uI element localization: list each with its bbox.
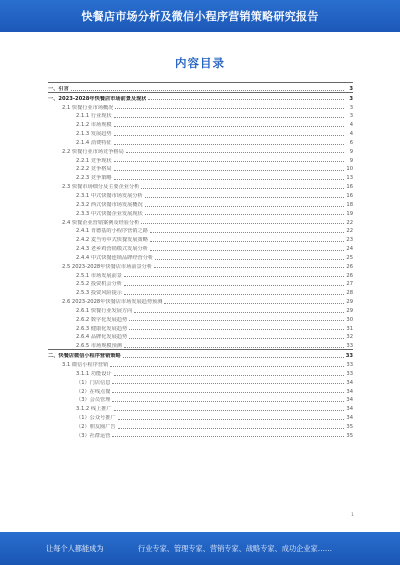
table-of-contents [48, 82, 353, 439]
toc-entry-page: 3 [349, 113, 353, 120]
toc-entry[interactable] [48, 243, 353, 252]
toc-entry-page: 29 [346, 299, 353, 306]
toc-entry-title: 3.1 微信小程序营销 [62, 362, 109, 368]
dot-leader [112, 392, 344, 393]
toc-entry[interactable] [48, 119, 353, 128]
footer-slogan: 让每个人都能成为 [46, 543, 104, 553]
toc-entry-title: （1）公众号推广 [76, 415, 116, 422]
toc-entry-title: 2.1 快餐行业市场概况 [62, 104, 114, 111]
dot-leader [71, 90, 344, 91]
dot-leader [124, 285, 344, 286]
toc-entry-title: 2.3.3 中式快餐企业发展现状 [76, 210, 143, 217]
toc-entry[interactable] [48, 270, 353, 279]
toc-entry[interactable] [48, 305, 353, 314]
toc-entry[interactable] [48, 287, 353, 296]
page-number: 1 [351, 513, 354, 518]
toc-entry[interactable] [48, 332, 353, 341]
dot-leader [114, 179, 344, 180]
toc-entry[interactable] [48, 190, 353, 199]
toc-entry-title: （1）门店信息 [76, 379, 111, 386]
toc-entry-title: 2.2 快餐行业市场竞争格局 [62, 148, 124, 155]
toc-entry-title: 一、引言 [48, 85, 69, 92]
dot-leader [164, 303, 344, 304]
dot-leader [114, 170, 344, 171]
toc-entry-title: （2）在线点餐 [76, 388, 111, 395]
toc-entry[interactable] [48, 296, 353, 305]
toc-entry-page: 34 [346, 397, 353, 404]
toc-entry-page: 13 [346, 175, 353, 182]
toc-heading: 内容目录 [175, 56, 225, 70]
toc-entry-page: 25 [346, 254, 353, 261]
toc-entry[interactable] [48, 421, 353, 430]
toc-entry-page: 26 [346, 263, 353, 270]
toc-entry-page: 9 [349, 148, 353, 155]
dot-leader [129, 338, 344, 339]
dot-leader [145, 206, 344, 207]
toc-entry-title: 2.6.2 数字化发展趋势 [76, 316, 128, 323]
toc-entry-title: （3）社群运营 [76, 432, 111, 439]
toc-entry-title: 二、快餐店微信小程序营销策略 [48, 353, 121, 360]
toc-entry[interactable] [48, 279, 353, 288]
dot-leader [114, 135, 344, 136]
footer-roles: 行业专家、管理专家、营销专家、战略专家、成功企业家…… [138, 543, 333, 553]
toc-entry[interactable] [48, 208, 353, 217]
toc-entry[interactable] [48, 128, 353, 137]
toc-entry-page: 6 [349, 139, 353, 146]
toc-entry[interactable] [48, 199, 353, 208]
toc-entry-page: 35 [346, 432, 353, 439]
dot-leader [123, 357, 344, 358]
toc-entry-title: 2.1.3 发展趋势 [76, 131, 112, 138]
header-banner [0, 0, 400, 32]
toc-entry[interactable] [48, 234, 353, 243]
toc-entry-page: 34 [346, 379, 353, 386]
toc-entry-title: 2.5 2023-2028年快餐店市场前景分析 [62, 263, 153, 270]
toc-entry[interactable] [48, 217, 353, 226]
toc-entry-page: 33 [345, 353, 353, 360]
footer-banner [0, 532, 400, 565]
toc-entry-title: 2.2.1 竞争现状 [76, 157, 112, 164]
toc-entry-title: 2.4.1 肯德基的小程序营销之路 [76, 228, 148, 235]
toc-entry[interactable] [48, 395, 353, 404]
toc-entry[interactable] [48, 252, 353, 261]
toc-entry-title: 2.1.2 市场规模 [76, 122, 112, 129]
toc-entry[interactable] [48, 164, 353, 173]
toc-entry[interactable] [48, 377, 353, 386]
toc-entry[interactable] [48, 386, 353, 395]
dot-leader [124, 276, 344, 277]
toc-entry[interactable] [48, 368, 353, 377]
toc-entry-title: 2.6.4 品牌化发展趋势 [76, 334, 128, 341]
toc-entry-title: 2.4 快餐企业营销案例及经验分析 [62, 219, 140, 226]
toc-entry-title: 3.1.1 功能设计 [76, 370, 112, 377]
toc-entry-title: 2.6 2023-2028年快餐店市场发展趋势预测 [62, 299, 163, 306]
dot-leader [114, 144, 344, 145]
toc-entry-title: 2.4.4 中式快餐连锁品牌经营分析 [76, 254, 154, 261]
toc-entry-title: 2.5.2 投资机会分析 [76, 281, 122, 288]
dot-leader [118, 428, 344, 429]
dot-leader [112, 383, 344, 384]
dot-leader [114, 126, 344, 127]
toc-entry-page: 31 [346, 325, 353, 332]
toc-entry-page: 10 [346, 166, 353, 173]
toc-entry[interactable] [48, 323, 353, 332]
toc-entry-title: 2.4.3 老乡鸡营销模式发展分析 [76, 246, 148, 253]
toc-entry[interactable] [48, 430, 353, 439]
toc-entry-page: 26 [346, 272, 353, 279]
toc-entry-page: 34 [346, 388, 353, 395]
toc-entry-page: 18 [346, 201, 353, 208]
toc-entry-page: 29 [346, 307, 353, 314]
dot-leader [141, 223, 344, 224]
toc-entry[interactable] [48, 261, 353, 270]
dot-leader [141, 188, 344, 189]
dot-leader [126, 152, 344, 153]
toc-entry[interactable] [48, 349, 353, 359]
toc-entry[interactable] [48, 226, 353, 235]
toc-entry-title: 2.6.5 市场规模预测 [76, 343, 122, 350]
dot-leader [154, 267, 344, 268]
dot-leader [114, 161, 344, 162]
dot-leader [129, 329, 344, 330]
toc-entry-page: 19 [346, 210, 353, 217]
toc-entry-page: 33 [346, 343, 353, 350]
dot-leader [124, 294, 344, 295]
toc-entry[interactable] [48, 412, 353, 421]
dot-leader [114, 117, 344, 118]
toc-entry-title: 2.3.1 中式快餐市场发展分析 [76, 192, 143, 199]
toc-entry[interactable] [48, 137, 353, 146]
toc-entry[interactable] [48, 359, 353, 368]
dot-leader [150, 250, 344, 251]
dot-leader [134, 312, 344, 313]
toc-entry-page: 32 [346, 334, 353, 341]
dot-leader [114, 410, 344, 411]
toc-entry-page: 34 [346, 415, 353, 422]
toc-entry-title: （2）朋友圈广告 [76, 423, 116, 430]
toc-entry-title: 2.2.2 竞争格局 [76, 166, 112, 173]
toc-entry-page: 16 [346, 192, 353, 199]
toc-entry[interactable] [48, 155, 353, 164]
dot-leader [112, 436, 344, 437]
toc-entry-title: 2.3.2 西式快餐市场发展概况 [76, 201, 143, 208]
toc-entry-page: 9 [349, 157, 353, 164]
dot-leader [129, 320, 344, 321]
toc-entry[interactable] [48, 340, 353, 349]
toc-entry-page: 23 [346, 237, 353, 244]
toc-entry-title: 一、2023-2028年快餐店市场前景及现状 [48, 95, 147, 102]
toc-entry-title: 2.3 快餐市场细分及主要企业分析 [62, 184, 140, 191]
toc-entry-title: 2.4.2 麦当劳中式快餐发展策略 [76, 237, 148, 244]
toc-entry-title: 2.5.1 市场发展前景 [76, 272, 122, 279]
toc-entry-page: 3 [349, 95, 353, 102]
dot-leader [112, 401, 344, 402]
toc-entry[interactable] [48, 82, 353, 92]
dot-leader [110, 366, 344, 367]
dot-leader [124, 347, 344, 348]
toc-entry[interactable] [48, 92, 353, 102]
toc-entry[interactable] [48, 111, 353, 120]
dot-leader [145, 214, 344, 215]
toc-entry-page: 3 [349, 104, 353, 111]
toc-entry[interactable] [48, 102, 353, 111]
toc-entry-title: 2.5.3 投资风险提示 [76, 290, 122, 297]
toc-entry-page: 24 [346, 246, 353, 253]
dot-leader [145, 197, 344, 198]
toc-entry-page: 28 [346, 290, 353, 297]
toc-entry-page: 27 [346, 281, 353, 288]
toc-entry-page: 35 [346, 423, 353, 430]
toc-entry-title: 2.6.3 健康化发展趋势 [76, 325, 128, 332]
report-title: 快餐店市场分析及微信小程序营销策略研究报告 [81, 10, 319, 23]
toc-entry[interactable] [48, 181, 353, 190]
toc-entry[interactable] [48, 172, 353, 181]
toc-entry-page: 30 [346, 316, 353, 323]
toc-entry-page: 4 [349, 122, 353, 129]
toc-entry-title: 2.1.1 行业现状 [76, 113, 112, 120]
toc-entry[interactable] [48, 403, 353, 412]
dot-leader [118, 419, 344, 420]
toc-entry-page: 16 [346, 184, 353, 191]
dot-leader [148, 99, 344, 100]
toc-entry-title: 2.1.4 消费特征 [76, 139, 112, 146]
toc-entry-title: 3.1.2 线上推广 [76, 406, 112, 413]
dot-leader [150, 241, 344, 242]
toc-entry-page: 34 [346, 406, 353, 413]
toc-entry-title: 2.6.1 快餐行业发展方向 [76, 307, 133, 314]
toc-entry[interactable] [48, 146, 353, 155]
dot-leader [115, 108, 344, 109]
toc-entry-page: 33 [346, 362, 353, 368]
dot-leader [150, 232, 344, 233]
toc-entry-page: 3 [349, 85, 353, 92]
dot-leader [155, 259, 344, 260]
toc-entry-page: 4 [349, 131, 353, 138]
toc-entry-title: （3）会员管理 [76, 397, 111, 404]
dot-leader [114, 375, 344, 376]
toc-entry[interactable] [48, 314, 353, 323]
toc-entry-page: 33 [346, 370, 353, 377]
toc-entry-page: 22 [346, 228, 353, 235]
toc-entry-page: 22 [346, 219, 353, 226]
toc-entry-title: 2.2.3 竞争策略 [76, 175, 112, 182]
